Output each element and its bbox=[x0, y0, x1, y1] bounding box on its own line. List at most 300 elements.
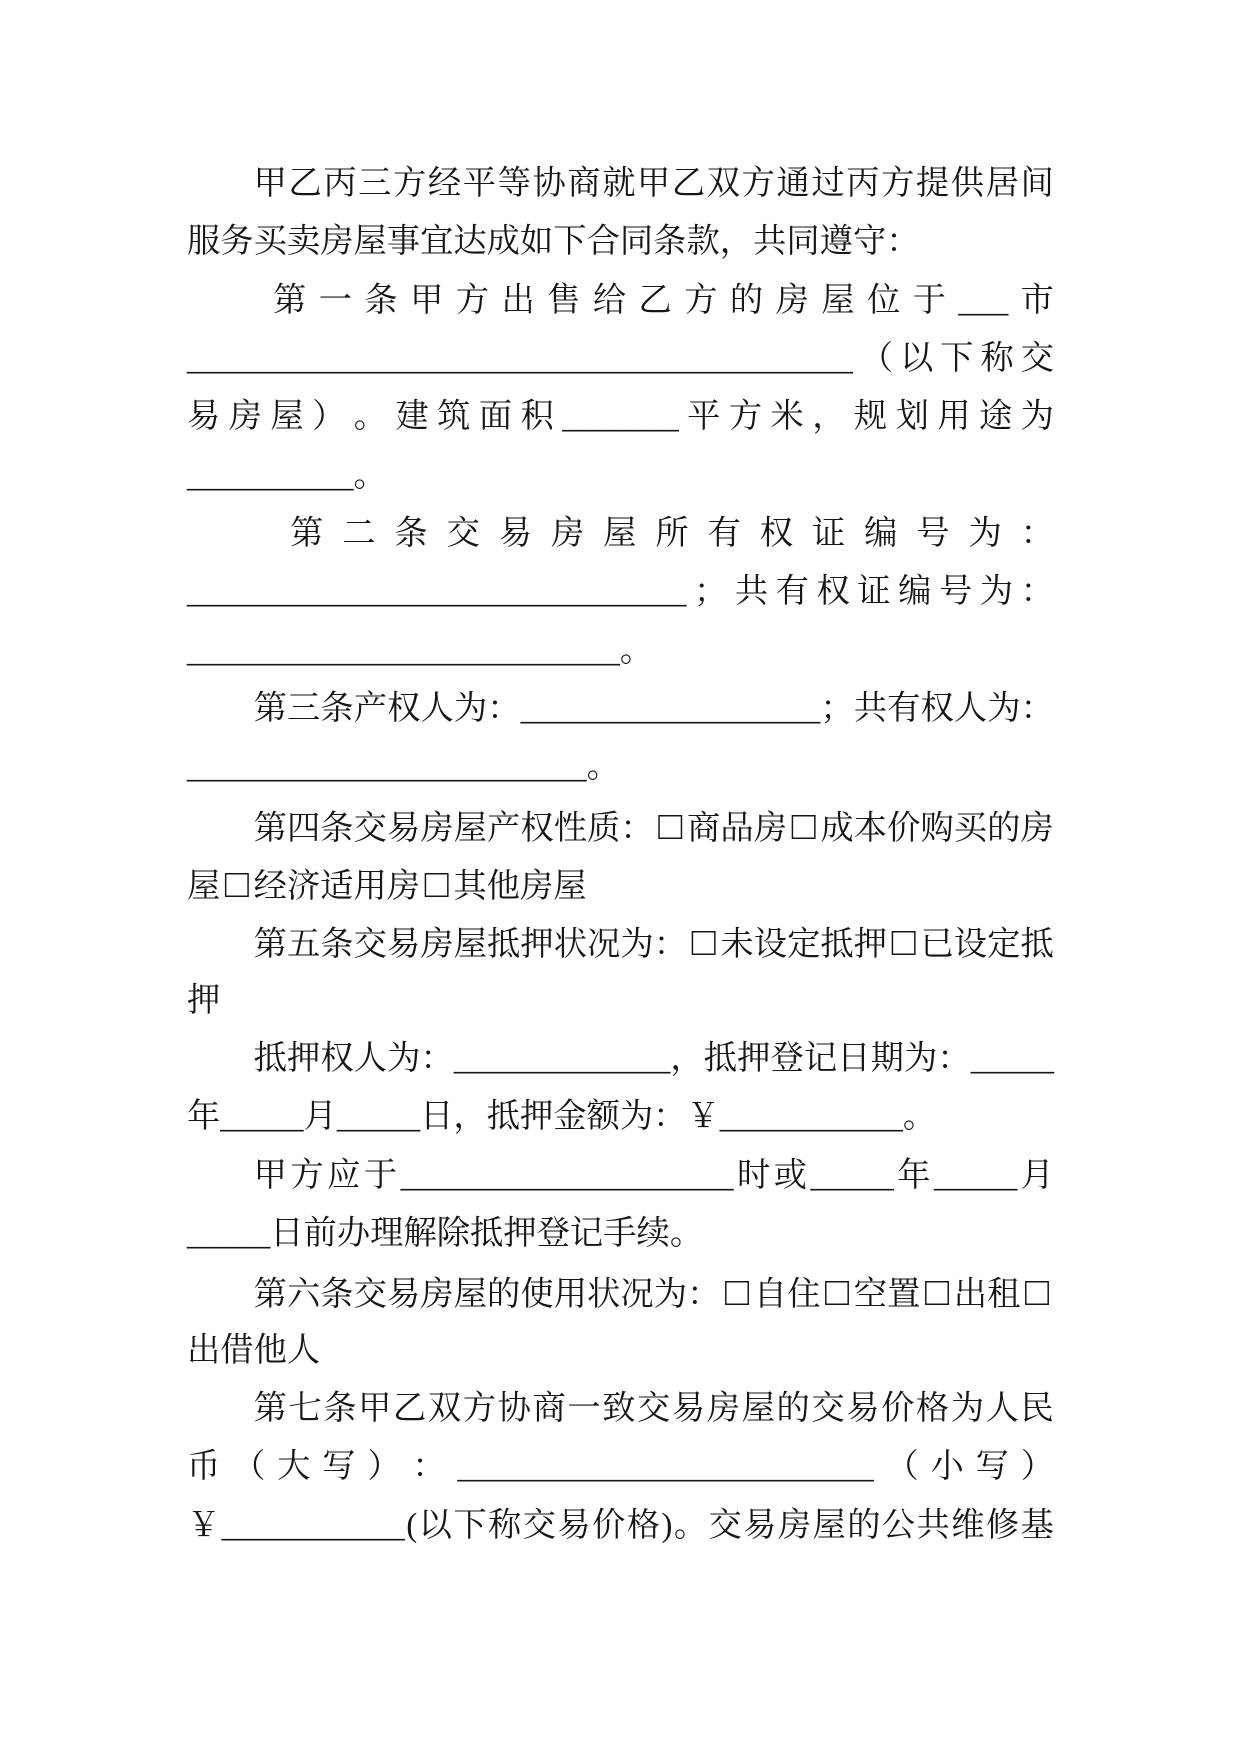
fill-in-blank: __________ bbox=[187, 456, 354, 494]
text-char: 抵 bbox=[487, 926, 521, 964]
article-1-line bbox=[187, 388, 1054, 446]
text-char: 产 bbox=[487, 809, 521, 847]
text-char: 五 bbox=[286, 926, 321, 964]
text-char: 宜 bbox=[420, 223, 454, 261]
text-char: 条 bbox=[320, 809, 354, 847]
text-char: 价 bbox=[887, 809, 921, 847]
article-2-line bbox=[187, 563, 1054, 621]
fill-in-blank: ________________________________________ bbox=[187, 339, 853, 377]
text-char: 屋 bbox=[453, 1276, 487, 1314]
text-char: 用 bbox=[353, 867, 387, 905]
text-char: 面 bbox=[478, 398, 513, 436]
article-4 bbox=[187, 797, 1054, 914]
text-char: 一 bbox=[567, 1389, 601, 1427]
text-char: 乙 bbox=[671, 165, 706, 202]
text-char: 易 bbox=[846, 1389, 880, 1427]
text-char: 应 bbox=[327, 1156, 361, 1194]
text-char: 用 bbox=[553, 1276, 587, 1314]
text-char: 称 bbox=[488, 1506, 522, 1544]
text-char: 出 bbox=[501, 281, 535, 319]
text-char: 年 bbox=[187, 1098, 221, 1136]
text-char: 人 bbox=[420, 689, 454, 727]
text-char: 屋 bbox=[603, 514, 637, 552]
text-char: 自 bbox=[753, 1276, 788, 1314]
text-char: 除 bbox=[436, 1214, 471, 1252]
text-char: ） bbox=[1020, 1448, 1054, 1486]
text-char: 易 bbox=[498, 514, 533, 552]
text-char: 定 bbox=[787, 926, 821, 964]
text-char: 丙 bbox=[846, 165, 880, 202]
text-char: 过 bbox=[811, 165, 845, 202]
text-char: ： bbox=[653, 926, 688, 964]
text-char: 下 bbox=[553, 223, 587, 261]
text-char: ： bbox=[412, 1448, 446, 1486]
text-char: 为 bbox=[619, 1098, 654, 1136]
text-char: 况 bbox=[620, 1276, 654, 1314]
text-char: 房 bbox=[420, 1276, 454, 1314]
text-char: 号 bbox=[938, 573, 973, 611]
text-char: 甲 bbox=[358, 1389, 392, 1427]
text-char: 况 bbox=[587, 926, 621, 964]
text-char: 交 bbox=[708, 1506, 742, 1544]
text-char: 房 bbox=[753, 809, 788, 847]
text-char: 押 bbox=[520, 926, 554, 964]
text-char: 他 bbox=[253, 1331, 287, 1369]
text-char: 合 bbox=[586, 223, 620, 261]
text-char: 的 bbox=[729, 281, 764, 319]
text-char: 抵 bbox=[253, 1039, 287, 1077]
text-char: 屋 bbox=[270, 398, 304, 436]
text-char: 途 bbox=[978, 398, 1013, 436]
text-char: 人 bbox=[985, 1389, 1019, 1427]
text-char: 下 bbox=[453, 1506, 487, 1544]
text-char: 月 bbox=[303, 1098, 337, 1136]
article-6-line bbox=[187, 1263, 1054, 1321]
text-char: ( bbox=[406, 1506, 418, 1544]
text-char: 易 bbox=[386, 1276, 421, 1314]
text-char: 人 bbox=[953, 689, 988, 727]
text-char: 致 bbox=[602, 1389, 636, 1427]
text-char: 所 bbox=[655, 514, 689, 552]
preamble-line bbox=[187, 213, 1054, 271]
fill-in-blank: ___ bbox=[958, 281, 1009, 319]
text-char: 划 bbox=[895, 398, 929, 436]
text-char: 有 bbox=[887, 689, 921, 727]
text-char: 写 bbox=[975, 1448, 1009, 1486]
text-char: 权 bbox=[320, 1039, 354, 1077]
text-char: ) bbox=[661, 1506, 673, 1544]
text-char: 理 bbox=[370, 1214, 404, 1252]
text-char: 通 bbox=[776, 165, 810, 202]
text-char: 格 bbox=[626, 1506, 660, 1544]
text-char: 共 bbox=[734, 573, 769, 611]
text-char: ： bbox=[620, 809, 654, 847]
text-char: 小 bbox=[930, 1448, 964, 1486]
text-char: 大 bbox=[277, 1448, 311, 1486]
text-char: 押 bbox=[286, 1039, 321, 1077]
text-char: 筑 bbox=[437, 398, 471, 436]
text-char: 借 bbox=[220, 1331, 254, 1369]
text-char: 抵 bbox=[1020, 926, 1054, 964]
text-char: ： bbox=[937, 1039, 971, 1077]
text-char: （ bbox=[859, 339, 894, 377]
text-char: 方 bbox=[455, 281, 490, 319]
fill-in-blank: _________________________ bbox=[457, 1448, 874, 1486]
text-char: ， bbox=[453, 1098, 487, 1136]
text-char: 维 bbox=[951, 1506, 985, 1544]
text-char: 方 bbox=[881, 165, 915, 202]
text-char: 甲 bbox=[253, 1156, 287, 1194]
checkbox-square: □ bbox=[691, 919, 716, 965]
text-char: 双 bbox=[427, 1389, 462, 1427]
text-char: 方 bbox=[741, 165, 775, 202]
text-char: 。 bbox=[902, 1098, 937, 1136]
text-char: 登 bbox=[536, 1214, 570, 1252]
text-char: 公 bbox=[881, 1506, 916, 1544]
fill-in-blank: _____ bbox=[810, 1156, 894, 1194]
text-char: 已 bbox=[920, 926, 954, 964]
text-char: 房 bbox=[228, 398, 262, 436]
checkbox-square: □ bbox=[224, 860, 249, 906]
text-char: 共 bbox=[916, 1506, 950, 1544]
text-char: 平 bbox=[687, 398, 721, 436]
text-char: 证 bbox=[857, 573, 891, 611]
text-char: 称 bbox=[980, 339, 1014, 377]
text-char: 出 bbox=[187, 1331, 221, 1369]
article-2 bbox=[187, 505, 1054, 680]
text-char: 买 bbox=[253, 223, 287, 261]
text-char: 屋 bbox=[741, 1389, 775, 1427]
text-char: 权 bbox=[387, 689, 421, 727]
fill-in-blank: ____________________ bbox=[400, 1156, 734, 1194]
article-5-line bbox=[187, 913, 1054, 971]
text-char: ： bbox=[687, 1276, 721, 1314]
text-char: 修 bbox=[985, 1506, 1020, 1544]
text-char: 供 bbox=[950, 165, 985, 202]
text-char: 屋 bbox=[812, 1506, 846, 1544]
text-char: 为 bbox=[979, 573, 1014, 611]
text-char: 登 bbox=[770, 1039, 804, 1077]
text-char: 屋 bbox=[821, 281, 855, 319]
text-char: 为 bbox=[620, 926, 654, 964]
text-char: 协 bbox=[497, 1389, 531, 1427]
text-char: 买 bbox=[953, 809, 988, 847]
preamble-line bbox=[187, 155, 1054, 213]
text-char: 方 bbox=[728, 398, 763, 436]
text-char: 租 bbox=[987, 1276, 1021, 1314]
text-char: 记 bbox=[569, 1214, 604, 1252]
text-char: 丙 bbox=[323, 165, 357, 202]
text-char: 押 bbox=[519, 1098, 554, 1136]
article-7-line bbox=[187, 1380, 1054, 1438]
text-char: 易 bbox=[187, 398, 221, 436]
text-char: 条 bbox=[320, 926, 354, 964]
text-char: 手 bbox=[603, 1214, 637, 1252]
fill-in-blank: ___________ bbox=[221, 1506, 405, 1544]
text-char: 第 bbox=[253, 1389, 287, 1427]
text-char: 币 bbox=[187, 1448, 221, 1486]
text-char: 的 bbox=[847, 1506, 881, 1544]
text-char: 年 bbox=[897, 1156, 931, 1194]
text-char: 经 bbox=[253, 867, 287, 905]
text-char: 本 bbox=[853, 809, 888, 847]
text-char: 守 bbox=[852, 223, 887, 261]
text-char: 房 bbox=[706, 1389, 741, 1427]
checkbox-square: □ bbox=[891, 919, 916, 965]
text-char: 民 bbox=[1020, 1389, 1054, 1427]
text-char: 证 bbox=[811, 514, 846, 552]
text-char: 记 bbox=[803, 1039, 838, 1077]
text-char: 。 bbox=[673, 1506, 708, 1544]
checkbox-square: □ bbox=[658, 802, 683, 848]
text-char: 性 bbox=[553, 809, 587, 847]
text-char: 续 bbox=[636, 1214, 670, 1252]
text-char: 购 bbox=[920, 809, 954, 847]
text-char: 品 bbox=[720, 809, 754, 847]
text-char: 于 bbox=[912, 281, 946, 319]
text-char: 提 bbox=[915, 165, 950, 202]
checkbox-square: □ bbox=[1025, 1269, 1050, 1315]
text-char: 。 bbox=[586, 748, 620, 786]
fill-in-blank: __________________ bbox=[520, 689, 821, 727]
text-char: 房 bbox=[519, 867, 554, 905]
checkbox-square: □ bbox=[791, 802, 816, 848]
text-char: 七 bbox=[288, 1389, 322, 1427]
fill-in-blank: _____ bbox=[187, 1214, 271, 1252]
mortgage-details-line bbox=[187, 1088, 1054, 1146]
text-char: ： bbox=[1020, 573, 1054, 611]
article-2-line bbox=[187, 622, 1054, 680]
article-1-line bbox=[187, 272, 1054, 330]
text-char: 屋 bbox=[187, 867, 221, 905]
text-char: ￥ bbox=[686, 1098, 720, 1136]
mortgage-details bbox=[187, 1030, 1054, 1147]
text-char: 款 bbox=[686, 223, 720, 261]
text-char: 房 bbox=[386, 867, 421, 905]
text-char: ， bbox=[812, 398, 846, 436]
text-char: 易 bbox=[386, 809, 421, 847]
text-char: 同 bbox=[786, 223, 820, 261]
article-4-line bbox=[187, 855, 1054, 913]
text-char: 条 bbox=[394, 514, 428, 552]
text-char: 的 bbox=[776, 1389, 810, 1427]
text-char: 权 bbox=[759, 514, 793, 552]
text-char: 方 bbox=[393, 165, 427, 202]
text-char: 他 bbox=[486, 867, 520, 905]
text-char: 四 bbox=[286, 809, 321, 847]
text-char: 为 bbox=[968, 514, 1002, 552]
text-char: 第 bbox=[253, 809, 287, 847]
fill-in-blank: _____ bbox=[933, 1156, 1018, 1194]
mortgage-release-line bbox=[187, 1147, 1054, 1205]
text-char: 务 bbox=[220, 223, 254, 261]
article-6 bbox=[187, 1263, 1054, 1380]
text-char: 空 bbox=[853, 1276, 888, 1314]
text-char: 条 bbox=[323, 1389, 357, 1427]
text-char: 以 bbox=[900, 339, 934, 377]
text-char: 屋 bbox=[353, 223, 387, 261]
text-char: ： bbox=[1020, 514, 1054, 552]
text-char: 条 bbox=[364, 281, 398, 319]
text-char: 同 bbox=[619, 223, 654, 261]
text-char: 二 bbox=[342, 514, 376, 552]
text-char: 卖 bbox=[286, 223, 321, 261]
text-char: 方 bbox=[462, 1389, 497, 1427]
text-char: 售 bbox=[547, 281, 581, 319]
text-char: 米 bbox=[770, 398, 804, 436]
article-7-line bbox=[187, 1497, 1054, 1555]
text-char: 服 bbox=[187, 223, 221, 261]
article-3-line bbox=[187, 738, 1054, 796]
text-char: 建 bbox=[395, 398, 429, 436]
text-char: 价 bbox=[881, 1389, 915, 1427]
text-char: 甲 bbox=[637, 165, 671, 202]
text-char: 人 bbox=[286, 1331, 321, 1369]
text-char: 出 bbox=[953, 1276, 988, 1314]
text-char: ） bbox=[312, 398, 346, 436]
text-char: ： bbox=[1020, 689, 1054, 727]
article-4-line bbox=[187, 797, 1054, 855]
article-1 bbox=[187, 272, 1054, 505]
text-char: ， bbox=[719, 223, 754, 261]
text-char: 双 bbox=[706, 165, 741, 202]
text-char: 第 bbox=[253, 926, 287, 964]
text-char: 。 bbox=[619, 631, 654, 669]
text-char: 抵 bbox=[486, 1098, 520, 1136]
text-char: 权 bbox=[816, 573, 850, 611]
text-char: 日 bbox=[270, 1214, 304, 1252]
text-char: 设 bbox=[953, 926, 988, 964]
article-2-line bbox=[187, 505, 1054, 563]
text-char: 适 bbox=[320, 867, 354, 905]
text-char: 的 bbox=[987, 809, 1021, 847]
text-char: 产 bbox=[353, 689, 388, 727]
text-char: ； bbox=[820, 689, 854, 727]
text-char: 位 bbox=[866, 281, 901, 319]
checkbox-square: □ bbox=[925, 1269, 950, 1315]
text-char: 房 bbox=[420, 926, 454, 964]
text-char: 其 bbox=[453, 867, 487, 905]
text-char: 押 bbox=[503, 1214, 537, 1252]
text-char: 达 bbox=[453, 223, 487, 261]
text-char: 写 bbox=[322, 1448, 356, 1486]
text-char: 抵 bbox=[820, 926, 854, 964]
text-char: 为 bbox=[987, 689, 1021, 727]
text-char: ； bbox=[693, 573, 728, 611]
text-char: 条 bbox=[320, 1276, 354, 1314]
text-char: 房 bbox=[777, 1506, 812, 1544]
text-char: 交 bbox=[353, 1276, 387, 1314]
text-char: 于 bbox=[363, 1156, 398, 1194]
text-char: 三 bbox=[358, 165, 392, 202]
article-6-line bbox=[187, 1322, 1054, 1380]
text-char: ： bbox=[487, 689, 521, 727]
text-char: 条 bbox=[320, 689, 354, 727]
text-char: 办 bbox=[336, 1214, 371, 1252]
text-char: 的 bbox=[487, 1276, 521, 1314]
text-char: 如 bbox=[519, 223, 554, 261]
text-char: 平 bbox=[462, 165, 497, 202]
text-char: 就 bbox=[602, 165, 636, 202]
text-char: 交 bbox=[811, 1389, 845, 1427]
text-char: 时 bbox=[737, 1156, 771, 1194]
article-1-line bbox=[187, 330, 1054, 388]
text-char: 基 bbox=[1020, 1506, 1054, 1544]
text-char: 易 bbox=[743, 1506, 777, 1544]
text-char: 。 bbox=[353, 398, 388, 436]
text-char: 三 bbox=[286, 689, 321, 727]
article-1-line bbox=[187, 447, 1054, 505]
text-char: 商 bbox=[687, 809, 721, 847]
text-char: 第 bbox=[253, 689, 287, 727]
text-char: 权 bbox=[920, 689, 954, 727]
text-char: 前 bbox=[303, 1214, 337, 1252]
text-char: 交 bbox=[522, 1506, 556, 1544]
text-char: 事 bbox=[386, 223, 421, 261]
text-char: 额 bbox=[586, 1098, 620, 1136]
text-char: 为 bbox=[387, 1039, 421, 1077]
mortgage-details-line bbox=[187, 1030, 1054, 1088]
text-char: 房 bbox=[320, 223, 354, 261]
text-char: 期 bbox=[870, 1039, 904, 1077]
text-char: 间 bbox=[1020, 165, 1054, 202]
text-char: 置 bbox=[887, 1276, 921, 1314]
text-char: 经 bbox=[427, 165, 462, 202]
article-5-line bbox=[187, 972, 1054, 1030]
preamble bbox=[187, 155, 1054, 272]
text-char: 共 bbox=[853, 689, 888, 727]
text-char: 为 bbox=[453, 689, 488, 727]
text-char: 日 bbox=[837, 1039, 871, 1077]
text-char: 屋 bbox=[453, 809, 487, 847]
text-char: 济 bbox=[286, 867, 321, 905]
text-char: 。 bbox=[669, 1214, 704, 1252]
text-char: 定 bbox=[987, 926, 1021, 964]
text-char: 商 bbox=[532, 1389, 566, 1427]
text-char: ， bbox=[670, 1039, 704, 1077]
text-char: 押 bbox=[187, 981, 221, 1019]
text-char: 为 bbox=[1020, 398, 1054, 436]
fill-in-blank: _____ bbox=[970, 1039, 1054, 1077]
text-char: ： bbox=[653, 1098, 687, 1136]
text-char: 易 bbox=[386, 926, 421, 964]
text-char: 交 bbox=[1020, 339, 1054, 377]
checkbox-square: □ bbox=[424, 860, 449, 906]
text-char: ￥ bbox=[187, 1506, 221, 1544]
text-char: 为 bbox=[653, 1276, 688, 1314]
text-char: 编 bbox=[898, 573, 932, 611]
fill-in-blank: ___________ bbox=[719, 1098, 903, 1136]
text-char: 为 bbox=[903, 1039, 938, 1077]
text-char: 住 bbox=[787, 1276, 821, 1314]
text-char: 房 bbox=[1020, 809, 1054, 847]
text-char: 交 bbox=[353, 926, 387, 964]
fill-in-blank: _____ bbox=[220, 1098, 304, 1136]
text-char: 方 bbox=[684, 281, 718, 319]
text-char: 共 bbox=[753, 223, 787, 261]
text-char: 房 bbox=[420, 809, 454, 847]
text-char: 第 bbox=[290, 514, 324, 552]
text-char: 第 bbox=[253, 1276, 287, 1314]
text-char: 金 bbox=[553, 1098, 587, 1136]
text-char: 。 bbox=[353, 456, 387, 494]
text-char: 乙 bbox=[393, 1389, 427, 1427]
text-char: 下 bbox=[940, 339, 974, 377]
text-char: 价 bbox=[592, 1506, 626, 1544]
text-char: 给 bbox=[592, 281, 627, 319]
text-char: 乙 bbox=[288, 165, 322, 202]
fill-in-blank: _____________ bbox=[453, 1039, 671, 1077]
